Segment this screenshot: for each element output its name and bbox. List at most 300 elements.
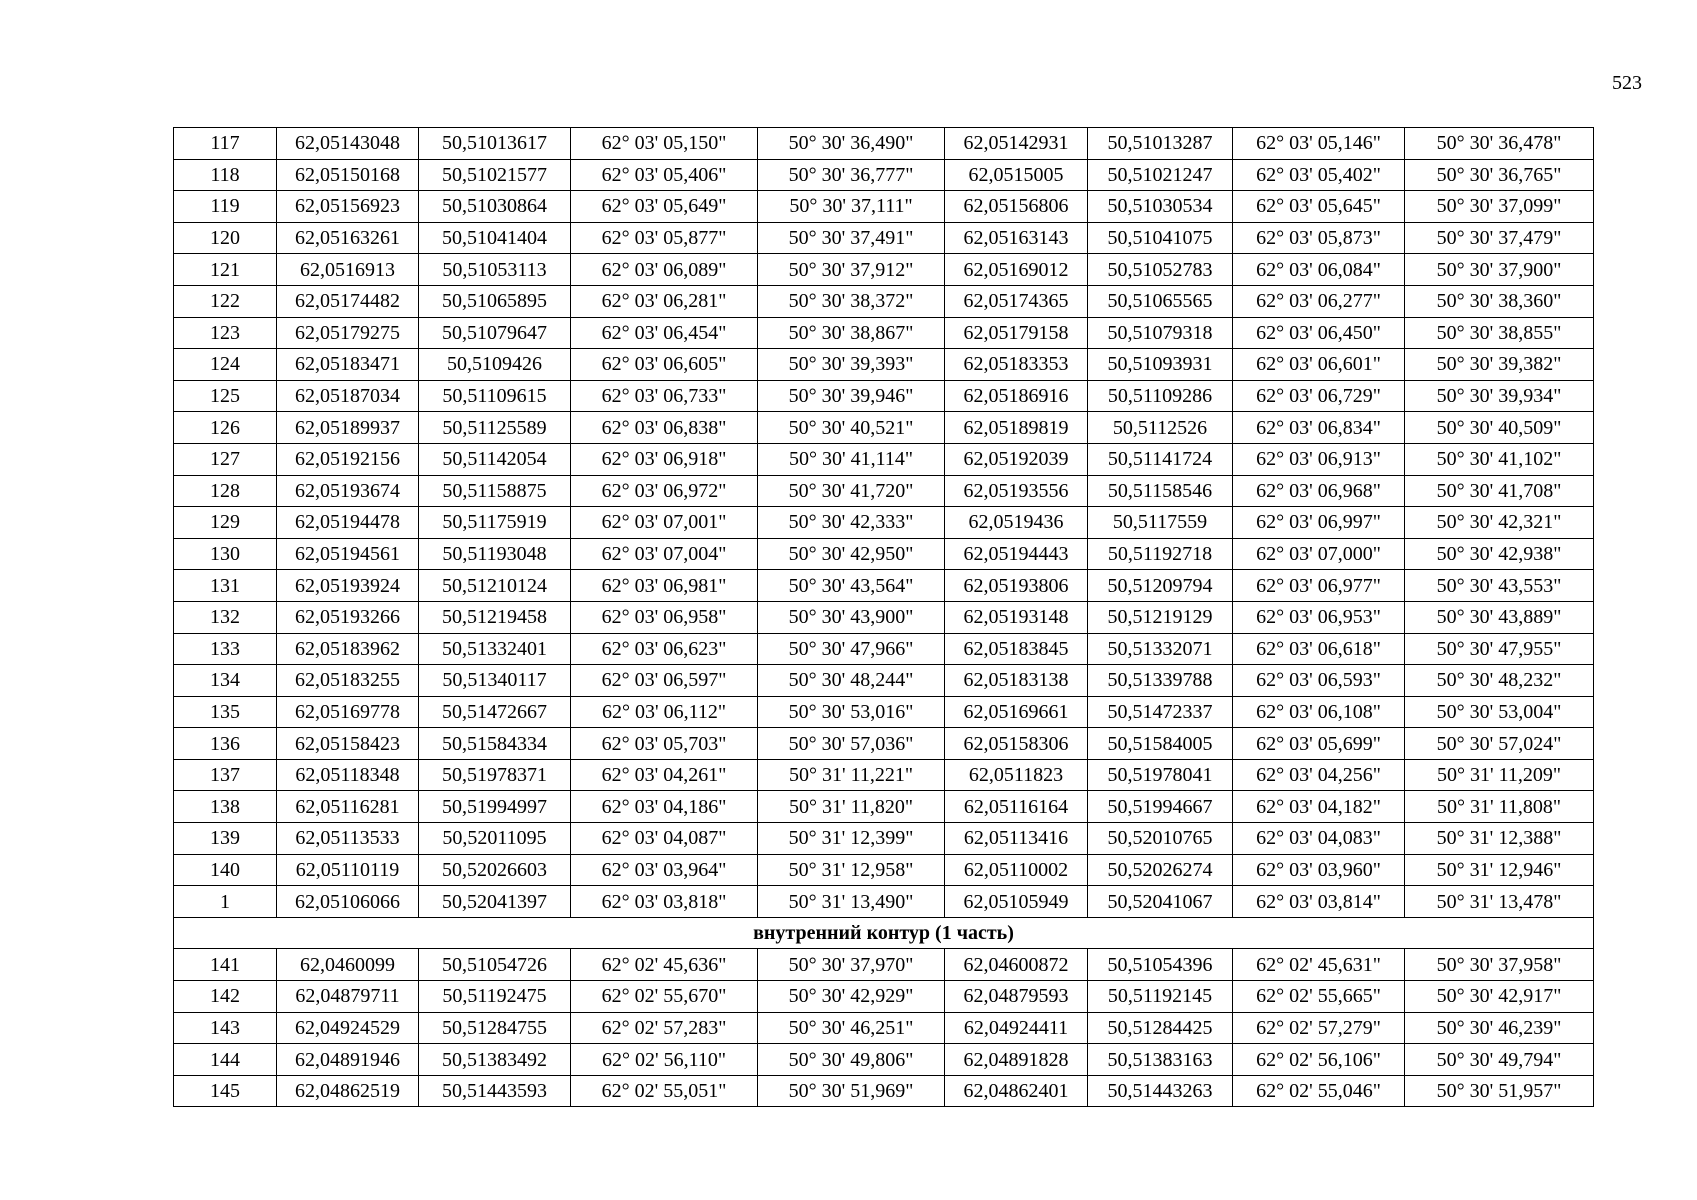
- longitude-dms-cell: 50° 30' 38,372": [758, 285, 945, 317]
- longitude-decimal-cell: 50,51041404: [419, 222, 571, 254]
- longitude-dms-cell: 50° 30' 42,333": [758, 507, 945, 539]
- longitude-dms-cell: 50° 30' 53,016": [758, 696, 945, 728]
- longitude-decimal-cell: 50,51284755: [419, 1012, 571, 1044]
- latitude-decimal-cell: 62,0460099: [277, 949, 419, 981]
- latitude-dms-cell: 62° 02' 57,283": [571, 1012, 758, 1044]
- latitude-dms-cell: 62° 02' 55,051": [571, 1075, 758, 1107]
- point-number-cell: 124: [174, 349, 277, 381]
- table-row: [174, 191, 1594, 223]
- latitude-decimal-alt-cell: 62,05189819: [945, 412, 1088, 444]
- latitude-decimal-alt-cell: 62,0519436: [945, 507, 1088, 539]
- longitude-dms-cell: 50° 31' 12,958": [758, 854, 945, 886]
- point-number-cell: 130: [174, 538, 277, 570]
- latitude-dms-alt-cell: 62° 03' 06,729": [1233, 380, 1405, 412]
- latitude-dms-cell: 62° 03' 03,964": [571, 854, 758, 886]
- table-row: [174, 665, 1594, 697]
- latitude-dms-cell: 62° 02' 45,636": [571, 949, 758, 981]
- table-row: [174, 349, 1594, 381]
- point-number-cell: 143: [174, 1012, 277, 1044]
- longitude-decimal-cell: 50,51978371: [419, 759, 571, 791]
- longitude-dms-alt-cell: 50° 31' 13,478": [1405, 886, 1594, 918]
- latitude-dms-alt-cell: 62° 03' 04,182": [1233, 791, 1405, 823]
- latitude-dms-cell: 62° 03' 04,261": [571, 759, 758, 791]
- latitude-dms-alt-cell: 62° 03' 04,256": [1233, 759, 1405, 791]
- longitude-decimal-cell: 50,51210124: [419, 570, 571, 602]
- latitude-dms-cell: 62° 03' 06,958": [571, 601, 758, 633]
- longitude-decimal-cell: 50,51219458: [419, 601, 571, 633]
- longitude-decimal-alt-cell: 50,51978041: [1088, 759, 1233, 791]
- longitude-decimal-cell: 50,51332401: [419, 633, 571, 665]
- longitude-dms-alt-cell: 50° 30' 48,232": [1405, 665, 1594, 697]
- point-number-cell: 138: [174, 791, 277, 823]
- table-row: [174, 317, 1594, 349]
- latitude-dms-alt-cell: 62° 03' 05,873": [1233, 222, 1405, 254]
- latitude-decimal-cell: 62,05189937: [277, 412, 419, 444]
- latitude-decimal-cell: 62,05193674: [277, 475, 419, 507]
- latitude-decimal-alt-cell: 62,05156806: [945, 191, 1088, 223]
- longitude-dms-alt-cell: 50° 30' 46,239": [1405, 1012, 1594, 1044]
- longitude-dms-cell: 50° 30' 37,912": [758, 254, 945, 286]
- longitude-dms-alt-cell: 50° 30' 37,479": [1405, 222, 1594, 254]
- longitude-dms-cell: 50° 30' 42,950": [758, 538, 945, 570]
- latitude-decimal-alt-cell: 62,05142931: [945, 128, 1088, 160]
- point-number-cell: 129: [174, 507, 277, 539]
- table-row: [174, 380, 1594, 412]
- longitude-dms-alt-cell: 50° 30' 42,321": [1405, 507, 1594, 539]
- point-number-cell: 137: [174, 759, 277, 791]
- longitude-dms-cell: 50° 30' 41,114": [758, 443, 945, 475]
- page-number: 523: [1612, 72, 1642, 94]
- latitude-dms-cell: 62° 03' 05,703": [571, 728, 758, 760]
- longitude-decimal-cell: 50,51994997: [419, 791, 571, 823]
- latitude-decimal-cell: 62,05183962: [277, 633, 419, 665]
- longitude-decimal-alt-cell: 50,51584005: [1088, 728, 1233, 760]
- latitude-decimal-alt-cell: 62,05163143: [945, 222, 1088, 254]
- longitude-dms-cell: 50° 31' 11,820": [758, 791, 945, 823]
- latitude-decimal-alt-cell: 62,05193806: [945, 570, 1088, 602]
- point-number-cell: 117: [174, 128, 277, 160]
- latitude-decimal-alt-cell: 62,05113416: [945, 823, 1088, 855]
- table-row: [174, 1012, 1594, 1044]
- longitude-dms-alt-cell: 50° 30' 38,360": [1405, 285, 1594, 317]
- longitude-decimal-cell: 50,51065895: [419, 285, 571, 317]
- latitude-decimal-cell: 62,05194478: [277, 507, 419, 539]
- longitude-dms-alt-cell: 50° 30' 38,855": [1405, 317, 1594, 349]
- latitude-decimal-alt-cell: 62,05183138: [945, 665, 1088, 697]
- table-row: [174, 538, 1594, 570]
- point-number-cell: 133: [174, 633, 277, 665]
- latitude-decimal-alt-cell: 62,05179158: [945, 317, 1088, 349]
- longitude-dms-alt-cell: 50° 30' 36,478": [1405, 128, 1594, 160]
- latitude-decimal-cell: 62,05110119: [277, 854, 419, 886]
- latitude-decimal-alt-cell: 62,04924411: [945, 1012, 1088, 1044]
- latitude-dms-cell: 62° 03' 05,877": [571, 222, 758, 254]
- point-number-cell: 142: [174, 981, 277, 1013]
- longitude-dms-cell: 50° 30' 36,777": [758, 159, 945, 191]
- table-row: [174, 285, 1594, 317]
- point-number-cell: 128: [174, 475, 277, 507]
- latitude-dms-alt-cell: 62° 02' 55,046": [1233, 1075, 1405, 1107]
- longitude-decimal-alt-cell: 50,51443263: [1088, 1075, 1233, 1107]
- table-row: [174, 254, 1594, 286]
- longitude-decimal-cell: 50,51054726: [419, 949, 571, 981]
- table-row: [174, 791, 1594, 823]
- longitude-dms-cell: 50° 30' 42,929": [758, 981, 945, 1013]
- latitude-decimal-cell: 62,04862519: [277, 1075, 419, 1107]
- longitude-decimal-cell: 50,5109426: [419, 349, 571, 381]
- longitude-decimal-alt-cell: 50,51339788: [1088, 665, 1233, 697]
- latitude-dms-alt-cell: 62° 03' 06,277": [1233, 285, 1405, 317]
- latitude-decimal-cell: 62,05169778: [277, 696, 419, 728]
- latitude-decimal-alt-cell: 62,05192039: [945, 443, 1088, 475]
- longitude-dms-alt-cell: 50° 30' 49,794": [1405, 1044, 1594, 1076]
- latitude-dms-cell: 62° 03' 06,281": [571, 285, 758, 317]
- coordinates-table: [173, 127, 1594, 1107]
- longitude-decimal-cell: 50,51193048: [419, 538, 571, 570]
- longitude-decimal-alt-cell: 50,51065565: [1088, 285, 1233, 317]
- longitude-dms-alt-cell: 50° 30' 39,382": [1405, 349, 1594, 381]
- section-row: [174, 917, 1594, 949]
- latitude-decimal-cell: 62,05118348: [277, 759, 419, 791]
- latitude-dms-cell: 62° 03' 05,406": [571, 159, 758, 191]
- longitude-dms-cell: 50° 30' 41,720": [758, 475, 945, 507]
- longitude-decimal-alt-cell: 50,51109286: [1088, 380, 1233, 412]
- longitude-dms-cell: 50° 30' 49,806": [758, 1044, 945, 1076]
- latitude-dms-alt-cell: 62° 03' 06,953": [1233, 601, 1405, 633]
- longitude-dms-alt-cell: 50° 30' 41,708": [1405, 475, 1594, 507]
- latitude-decimal-cell: 62,05183471: [277, 349, 419, 381]
- latitude-dms-alt-cell: 62° 03' 06,108": [1233, 696, 1405, 728]
- point-number-cell: 145: [174, 1075, 277, 1107]
- latitude-dms-cell: 62° 03' 07,004": [571, 538, 758, 570]
- table-row: [174, 981, 1594, 1013]
- latitude-dms-cell: 62° 03' 06,089": [571, 254, 758, 286]
- longitude-decimal-cell: 50,51125589: [419, 412, 571, 444]
- longitude-decimal-alt-cell: 50,51013287: [1088, 128, 1233, 160]
- section-title: внутренний контур (1 часть): [174, 917, 1594, 949]
- point-number-cell: 122: [174, 285, 277, 317]
- table-row: [174, 949, 1594, 981]
- point-number-cell: 125: [174, 380, 277, 412]
- longitude-decimal-alt-cell: 50,51192718: [1088, 538, 1233, 570]
- latitude-decimal-alt-cell: 62,05174365: [945, 285, 1088, 317]
- point-number-cell: 134: [174, 665, 277, 697]
- longitude-decimal-alt-cell: 50,52026274: [1088, 854, 1233, 886]
- table-row: [174, 1044, 1594, 1076]
- longitude-dms-cell: 50° 30' 43,900": [758, 601, 945, 633]
- point-number-cell: 119: [174, 191, 277, 223]
- longitude-dms-alt-cell: 50° 31' 12,388": [1405, 823, 1594, 855]
- longitude-dms-alt-cell: 50° 30' 43,553": [1405, 570, 1594, 602]
- latitude-dms-cell: 62° 02' 56,110": [571, 1044, 758, 1076]
- longitude-dms-alt-cell: 50° 30' 42,938": [1405, 538, 1594, 570]
- latitude-decimal-cell: 62,05156923: [277, 191, 419, 223]
- longitude-decimal-cell: 50,51443593: [419, 1075, 571, 1107]
- point-number-cell: 131: [174, 570, 277, 602]
- latitude-decimal-cell: 62,05158423: [277, 728, 419, 760]
- longitude-decimal-cell: 50,51472667: [419, 696, 571, 728]
- table-row: [174, 886, 1594, 918]
- latitude-decimal-alt-cell: 62,05116164: [945, 791, 1088, 823]
- latitude-dms-alt-cell: 62° 03' 06,450": [1233, 317, 1405, 349]
- longitude-decimal-alt-cell: 50,51041075: [1088, 222, 1233, 254]
- longitude-decimal-alt-cell: 50,51383163: [1088, 1044, 1233, 1076]
- latitude-dms-alt-cell: 62° 03' 03,960": [1233, 854, 1405, 886]
- longitude-dms-cell: 50° 30' 39,946": [758, 380, 945, 412]
- latitude-decimal-alt-cell: 62,04600872: [945, 949, 1088, 981]
- point-number-cell: 123: [174, 317, 277, 349]
- longitude-dms-alt-cell: 50° 30' 53,004": [1405, 696, 1594, 728]
- latitude-dms-alt-cell: 62° 03' 07,000": [1233, 538, 1405, 570]
- point-number-cell: 144: [174, 1044, 277, 1076]
- point-number-cell: 1: [174, 886, 277, 918]
- longitude-decimal-cell: 50,51340117: [419, 665, 571, 697]
- latitude-decimal-cell: 62,05116281: [277, 791, 419, 823]
- longitude-decimal-cell: 50,51030864: [419, 191, 571, 223]
- longitude-decimal-cell: 50,51192475: [419, 981, 571, 1013]
- latitude-dms-alt-cell: 62° 03' 06,997": [1233, 507, 1405, 539]
- longitude-dms-cell: 50° 31' 11,221": [758, 759, 945, 791]
- latitude-dms-cell: 62° 03' 06,623": [571, 633, 758, 665]
- latitude-decimal-cell: 62,05113533: [277, 823, 419, 855]
- point-number-cell: 136: [174, 728, 277, 760]
- longitude-dms-alt-cell: 50° 30' 42,917": [1405, 981, 1594, 1013]
- longitude-dms-alt-cell: 50° 30' 57,024": [1405, 728, 1594, 760]
- latitude-dms-alt-cell: 62° 03' 06,593": [1233, 665, 1405, 697]
- longitude-decimal-alt-cell: 50,51284425: [1088, 1012, 1233, 1044]
- longitude-decimal-cell: 50,52026603: [419, 854, 571, 886]
- latitude-dms-alt-cell: 62° 03' 06,834": [1233, 412, 1405, 444]
- latitude-decimal-alt-cell: 62,04879593: [945, 981, 1088, 1013]
- longitude-decimal-cell: 50,51021577: [419, 159, 571, 191]
- longitude-decimal-alt-cell: 50,51141724: [1088, 443, 1233, 475]
- table-row: [174, 759, 1594, 791]
- latitude-dms-cell: 62° 03' 06,733": [571, 380, 758, 412]
- table-body: [174, 128, 1594, 1107]
- latitude-decimal-alt-cell: 62,05186916: [945, 380, 1088, 412]
- latitude-dms-alt-cell: 62° 02' 57,279": [1233, 1012, 1405, 1044]
- longitude-decimal-alt-cell: 50,51994667: [1088, 791, 1233, 823]
- latitude-dms-cell: 62° 03' 06,597": [571, 665, 758, 697]
- point-number-cell: 141: [174, 949, 277, 981]
- latitude-dms-alt-cell: 62° 03' 05,146": [1233, 128, 1405, 160]
- longitude-dms-cell: 50° 30' 37,970": [758, 949, 945, 981]
- longitude-decimal-cell: 50,51142054: [419, 443, 571, 475]
- longitude-decimal-alt-cell: 50,51192145: [1088, 981, 1233, 1013]
- longitude-dms-alt-cell: 50° 30' 37,099": [1405, 191, 1594, 223]
- latitude-dms-alt-cell: 62° 03' 06,601": [1233, 349, 1405, 381]
- latitude-decimal-cell: 62,05174482: [277, 285, 419, 317]
- latitude-dms-alt-cell: 62° 03' 06,084": [1233, 254, 1405, 286]
- longitude-dms-cell: 50° 30' 43,564": [758, 570, 945, 602]
- longitude-decimal-cell: 50,51079647: [419, 317, 571, 349]
- latitude-dms-cell: 62° 03' 06,605": [571, 349, 758, 381]
- latitude-decimal-cell: 62,05150168: [277, 159, 419, 191]
- table-row: [174, 601, 1594, 633]
- point-number-cell: 140: [174, 854, 277, 886]
- longitude-dms-cell: 50° 30' 51,969": [758, 1075, 945, 1107]
- longitude-dms-cell: 50° 30' 47,966": [758, 633, 945, 665]
- longitude-dms-alt-cell: 50° 31' 11,209": [1405, 759, 1594, 791]
- longitude-decimal-alt-cell: 50,51209794: [1088, 570, 1233, 602]
- longitude-decimal-cell: 50,51158875: [419, 475, 571, 507]
- table-row: [174, 570, 1594, 602]
- latitude-dms-cell: 62° 03' 06,918": [571, 443, 758, 475]
- point-number-cell: 135: [174, 696, 277, 728]
- longitude-dms-cell: 50° 30' 46,251": [758, 1012, 945, 1044]
- longitude-dms-alt-cell: 50° 30' 37,958": [1405, 949, 1594, 981]
- latitude-dms-alt-cell: 62° 02' 45,631": [1233, 949, 1405, 981]
- latitude-dms-alt-cell: 62° 03' 03,814": [1233, 886, 1405, 918]
- longitude-dms-alt-cell: 50° 30' 36,765": [1405, 159, 1594, 191]
- longitude-decimal-cell: 50,52041397: [419, 886, 571, 918]
- latitude-decimal-cell: 62,04879711: [277, 981, 419, 1013]
- latitude-dms-cell: 62° 03' 06,981": [571, 570, 758, 602]
- latitude-decimal-cell: 62,05192156: [277, 443, 419, 475]
- longitude-dms-cell: 50° 30' 57,036": [758, 728, 945, 760]
- longitude-dms-alt-cell: 50° 31' 11,808": [1405, 791, 1594, 823]
- latitude-dms-cell: 62° 03' 06,112": [571, 696, 758, 728]
- longitude-decimal-cell: 50,51584334: [419, 728, 571, 760]
- longitude-decimal-cell: 50,51013617: [419, 128, 571, 160]
- latitude-dms-cell: 62° 03' 06,972": [571, 475, 758, 507]
- longitude-dms-cell: 50° 31' 13,490": [758, 886, 945, 918]
- table-row: [174, 128, 1594, 160]
- longitude-dms-alt-cell: 50° 30' 43,889": [1405, 601, 1594, 633]
- longitude-dms-alt-cell: 50° 30' 41,102": [1405, 443, 1594, 475]
- latitude-dms-alt-cell: 62° 03' 05,699": [1233, 728, 1405, 760]
- longitude-decimal-cell: 50,52011095: [419, 823, 571, 855]
- latitude-decimal-alt-cell: 62,04862401: [945, 1075, 1088, 1107]
- point-number-cell: 132: [174, 601, 277, 633]
- latitude-decimal-alt-cell: 62,05169012: [945, 254, 1088, 286]
- longitude-decimal-alt-cell: 50,51158546: [1088, 475, 1233, 507]
- latitude-dms-cell: 62° 03' 04,087": [571, 823, 758, 855]
- point-number-cell: 126: [174, 412, 277, 444]
- table-row: [174, 222, 1594, 254]
- longitude-decimal-alt-cell: 50,51472337: [1088, 696, 1233, 728]
- table-row: [174, 633, 1594, 665]
- latitude-dms-cell: 62° 03' 04,186": [571, 791, 758, 823]
- latitude-dms-alt-cell: 62° 03' 06,618": [1233, 633, 1405, 665]
- latitude-decimal-cell: 62,05193924: [277, 570, 419, 602]
- latitude-dms-cell: 62° 03' 06,838": [571, 412, 758, 444]
- latitude-decimal-alt-cell: 62,05194443: [945, 538, 1088, 570]
- latitude-dms-cell: 62° 03' 05,150": [571, 128, 758, 160]
- point-number-cell: 127: [174, 443, 277, 475]
- longitude-decimal-cell: 50,51053113: [419, 254, 571, 286]
- table-row: [174, 696, 1594, 728]
- longitude-decimal-alt-cell: 50,51021247: [1088, 159, 1233, 191]
- point-number-cell: 118: [174, 159, 277, 191]
- latitude-dms-alt-cell: 62° 02' 55,665": [1233, 981, 1405, 1013]
- latitude-dms-alt-cell: 62° 03' 06,977": [1233, 570, 1405, 602]
- longitude-dms-alt-cell: 50° 30' 40,509": [1405, 412, 1594, 444]
- longitude-decimal-alt-cell: 50,51332071: [1088, 633, 1233, 665]
- longitude-decimal-cell: 50,51175919: [419, 507, 571, 539]
- longitude-decimal-cell: 50,51383492: [419, 1044, 571, 1076]
- latitude-dms-alt-cell: 62° 03' 06,913": [1233, 443, 1405, 475]
- latitude-dms-alt-cell: 62° 03' 06,968": [1233, 475, 1405, 507]
- longitude-decimal-alt-cell: 50,5112526: [1088, 412, 1233, 444]
- latitude-dms-alt-cell: 62° 02' 56,106": [1233, 1044, 1405, 1076]
- latitude-dms-alt-cell: 62° 03' 05,402": [1233, 159, 1405, 191]
- latitude-decimal-alt-cell: 62,0515005: [945, 159, 1088, 191]
- table-row: [174, 475, 1594, 507]
- latitude-decimal-alt-cell: 62,05169661: [945, 696, 1088, 728]
- longitude-dms-cell: 50° 30' 39,393": [758, 349, 945, 381]
- latitude-decimal-cell: 62,05183255: [277, 665, 419, 697]
- longitude-decimal-alt-cell: 50,51030534: [1088, 191, 1233, 223]
- table-row: [174, 854, 1594, 886]
- longitude-decimal-alt-cell: 50,52010765: [1088, 823, 1233, 855]
- point-number-cell: 139: [174, 823, 277, 855]
- latitude-decimal-cell: 62,05187034: [277, 380, 419, 412]
- latitude-decimal-alt-cell: 62,05183845: [945, 633, 1088, 665]
- longitude-dms-alt-cell: 50° 30' 51,957": [1405, 1075, 1594, 1107]
- longitude-decimal-alt-cell: 50,51093931: [1088, 349, 1233, 381]
- latitude-decimal-cell: 62,04891946: [277, 1044, 419, 1076]
- latitude-decimal-alt-cell: 62,05105949: [945, 886, 1088, 918]
- table-row: [174, 823, 1594, 855]
- table-row: [174, 443, 1594, 475]
- latitude-dms-cell: 62° 03' 03,818": [571, 886, 758, 918]
- longitude-dms-alt-cell: 50° 30' 37,900": [1405, 254, 1594, 286]
- table-row: [174, 507, 1594, 539]
- latitude-decimal-alt-cell: 62,04891828: [945, 1044, 1088, 1076]
- longitude-decimal-cell: 50,51109615: [419, 380, 571, 412]
- latitude-decimal-cell: 62,05106066: [277, 886, 419, 918]
- latitude-decimal-alt-cell: 62,05158306: [945, 728, 1088, 760]
- latitude-decimal-cell: 62,0516913: [277, 254, 419, 286]
- latitude-dms-cell: 62° 03' 06,454": [571, 317, 758, 349]
- latitude-decimal-cell: 62,05163261: [277, 222, 419, 254]
- latitude-decimal-cell: 62,05194561: [277, 538, 419, 570]
- latitude-dms-cell: 62° 03' 05,649": [571, 191, 758, 223]
- longitude-decimal-alt-cell: 50,51079318: [1088, 317, 1233, 349]
- latitude-decimal-cell: 62,05193266: [277, 601, 419, 633]
- longitude-decimal-alt-cell: 50,5117559: [1088, 507, 1233, 539]
- latitude-decimal-cell: 62,04924529: [277, 1012, 419, 1044]
- longitude-decimal-alt-cell: 50,52041067: [1088, 886, 1233, 918]
- latitude-dms-alt-cell: 62° 03' 04,083": [1233, 823, 1405, 855]
- latitude-decimal-alt-cell: 62,0511823: [945, 759, 1088, 791]
- point-number-cell: 121: [174, 254, 277, 286]
- latitude-dms-alt-cell: 62° 03' 05,645": [1233, 191, 1405, 223]
- latitude-decimal-alt-cell: 62,05193556: [945, 475, 1088, 507]
- latitude-dms-cell: 62° 02' 55,670": [571, 981, 758, 1013]
- latitude-decimal-alt-cell: 62,05110002: [945, 854, 1088, 886]
- longitude-dms-cell: 50° 30' 48,244": [758, 665, 945, 697]
- longitude-dms-cell: 50° 30' 36,490": [758, 128, 945, 160]
- longitude-dms-cell: 50° 30' 37,491": [758, 222, 945, 254]
- table-row: [174, 159, 1594, 191]
- longitude-decimal-alt-cell: 50,51052783: [1088, 254, 1233, 286]
- table-row: [174, 1075, 1594, 1107]
- longitude-dms-cell: 50° 30' 37,111": [758, 191, 945, 223]
- table-row: [174, 728, 1594, 760]
- longitude-dms-alt-cell: 50° 30' 39,934": [1405, 380, 1594, 412]
- latitude-decimal-cell: 62,05179275: [277, 317, 419, 349]
- longitude-dms-alt-cell: 50° 30' 47,955": [1405, 633, 1594, 665]
- longitude-dms-cell: 50° 31' 12,399": [758, 823, 945, 855]
- longitude-decimal-alt-cell: 50,51219129: [1088, 601, 1233, 633]
- latitude-decimal-alt-cell: 62,05193148: [945, 601, 1088, 633]
- point-number-cell: 120: [174, 222, 277, 254]
- longitude-decimal-alt-cell: 50,51054396: [1088, 949, 1233, 981]
- longitude-dms-cell: 50° 30' 40,521": [758, 412, 945, 444]
- longitude-dms-cell: 50° 30' 38,867": [758, 317, 945, 349]
